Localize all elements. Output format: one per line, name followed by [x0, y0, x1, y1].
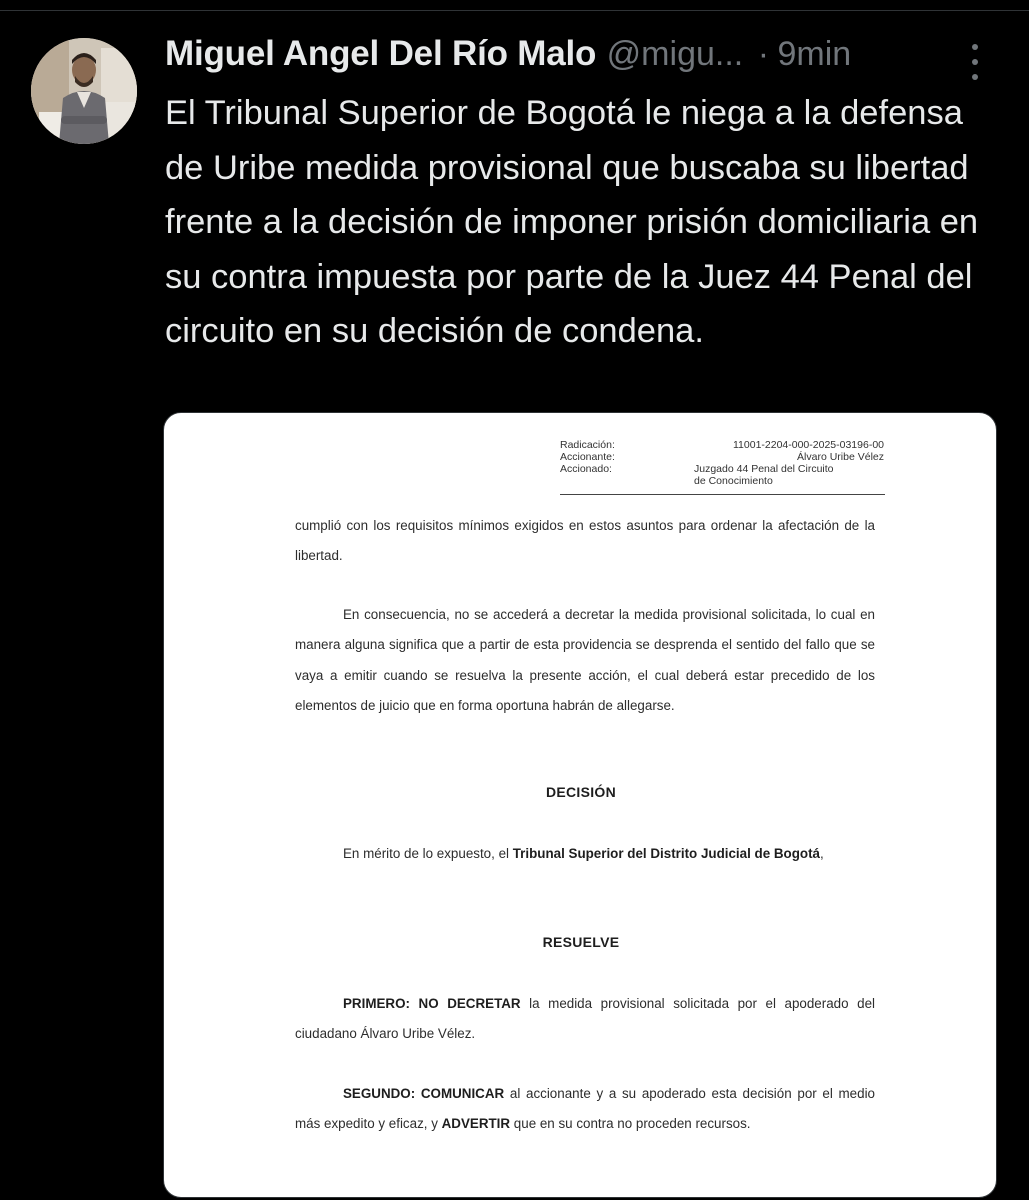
more-dot — [972, 74, 978, 80]
attached-image[interactable] — [163, 412, 997, 1198]
paragraph-primero — [295, 989, 875, 1050]
top-divider — [0, 10, 1029, 11]
meta-accionado-label: Accionado: — [560, 463, 612, 475]
meta-accionante-label: Accionante: — [560, 451, 615, 463]
primero-label: PRIMERO: — [343, 996, 410, 1011]
meta-accionado-value-line2: de Conocimiento — [694, 475, 773, 487]
meta-accionante-value: Álvaro Uribe Vélez — [797, 451, 884, 463]
segundo-label: SEGUNDO: — [343, 1086, 416, 1101]
primero-text: la medida provisional solicitada por el apoderado del ciudadano Álvaro Uribe Vélez. — [295, 996, 875, 1042]
meta-accionado-value-line1: Juzgado 44 Penal del Circuito — [694, 463, 834, 475]
paragraph-3-bold: Tribunal Superior del Distrito Judicial de Bogotá — [512, 846, 820, 861]
paragraph-1: cumplió con los requisitos mínimos exigidos en estos asuntos para ordenar la afectación de la libertad. — [295, 518, 875, 564]
segundo-bold: COMUNICAR — [420, 1086, 505, 1101]
author-name[interactable]: Miguel Angel Del Río Malo — [165, 34, 597, 73]
avatar[interactable] — [31, 38, 137, 144]
tweet-text: El Tribunal Superior de Bogotá le niega a la defensa de Uribe medida provisional que buscaba su libertad frente a la decisión de imponer prisión domiciliaria en su contra impuesta por parte de la Juez 44 Penal del circuito en su decisión de condena. — [165, 94, 979, 350]
avatar-photo — [31, 38, 137, 144]
tweet-time[interactable]: 9min — [777, 35, 852, 73]
heading-decision: DECISIÓN — [545, 784, 617, 800]
separator-dot: · — [757, 35, 770, 73]
heading-resuelve: RESUELVE — [542, 934, 620, 950]
tweet-header — [165, 34, 965, 82]
segundo-text-1: al accionante y a su apoderado esta decisión por el medio más expedito y eficaz, y — [295, 1086, 875, 1132]
segundo-text-2: que en su contra no proceden recursos. — [510, 1116, 751, 1132]
document-page — [164, 413, 997, 1198]
author-handle[interactable]: @migu... — [606, 35, 744, 73]
primero-bold: NO DECRETAR — [418, 996, 521, 1011]
paragraph-3-suffix: , — [820, 846, 824, 861]
paragraph-segundo — [295, 1079, 875, 1140]
segundo-bold-2: ADVERTIR — [441, 1116, 511, 1132]
more-dot — [972, 44, 978, 50]
header-rule — [560, 494, 885, 495]
paragraph-3 — [295, 839, 875, 869]
more-vertical-icon[interactable] — [960, 44, 990, 80]
paragraph-2: En consecuencia, no se accederá a decretar la medida provisional solicitada, lo cual en manera alguna significa que a partir de esta providencia se desprenda el sentido del fallo que se vaya a emitir cuando se resuelva la presente acción, el cual deberá estar precedido de los elementos de juicio que en forma oportuna habrán de allegarse. — [295, 607, 875, 713]
meta-radicacion-label: Radicación: — [560, 439, 615, 451]
paragraph-3-prefix: En mérito de lo expuesto, el — [343, 846, 513, 861]
more-dot — [972, 59, 978, 65]
meta-radicacion-value: 11001-2204-000-2025-03196-00 — [732, 439, 884, 451]
